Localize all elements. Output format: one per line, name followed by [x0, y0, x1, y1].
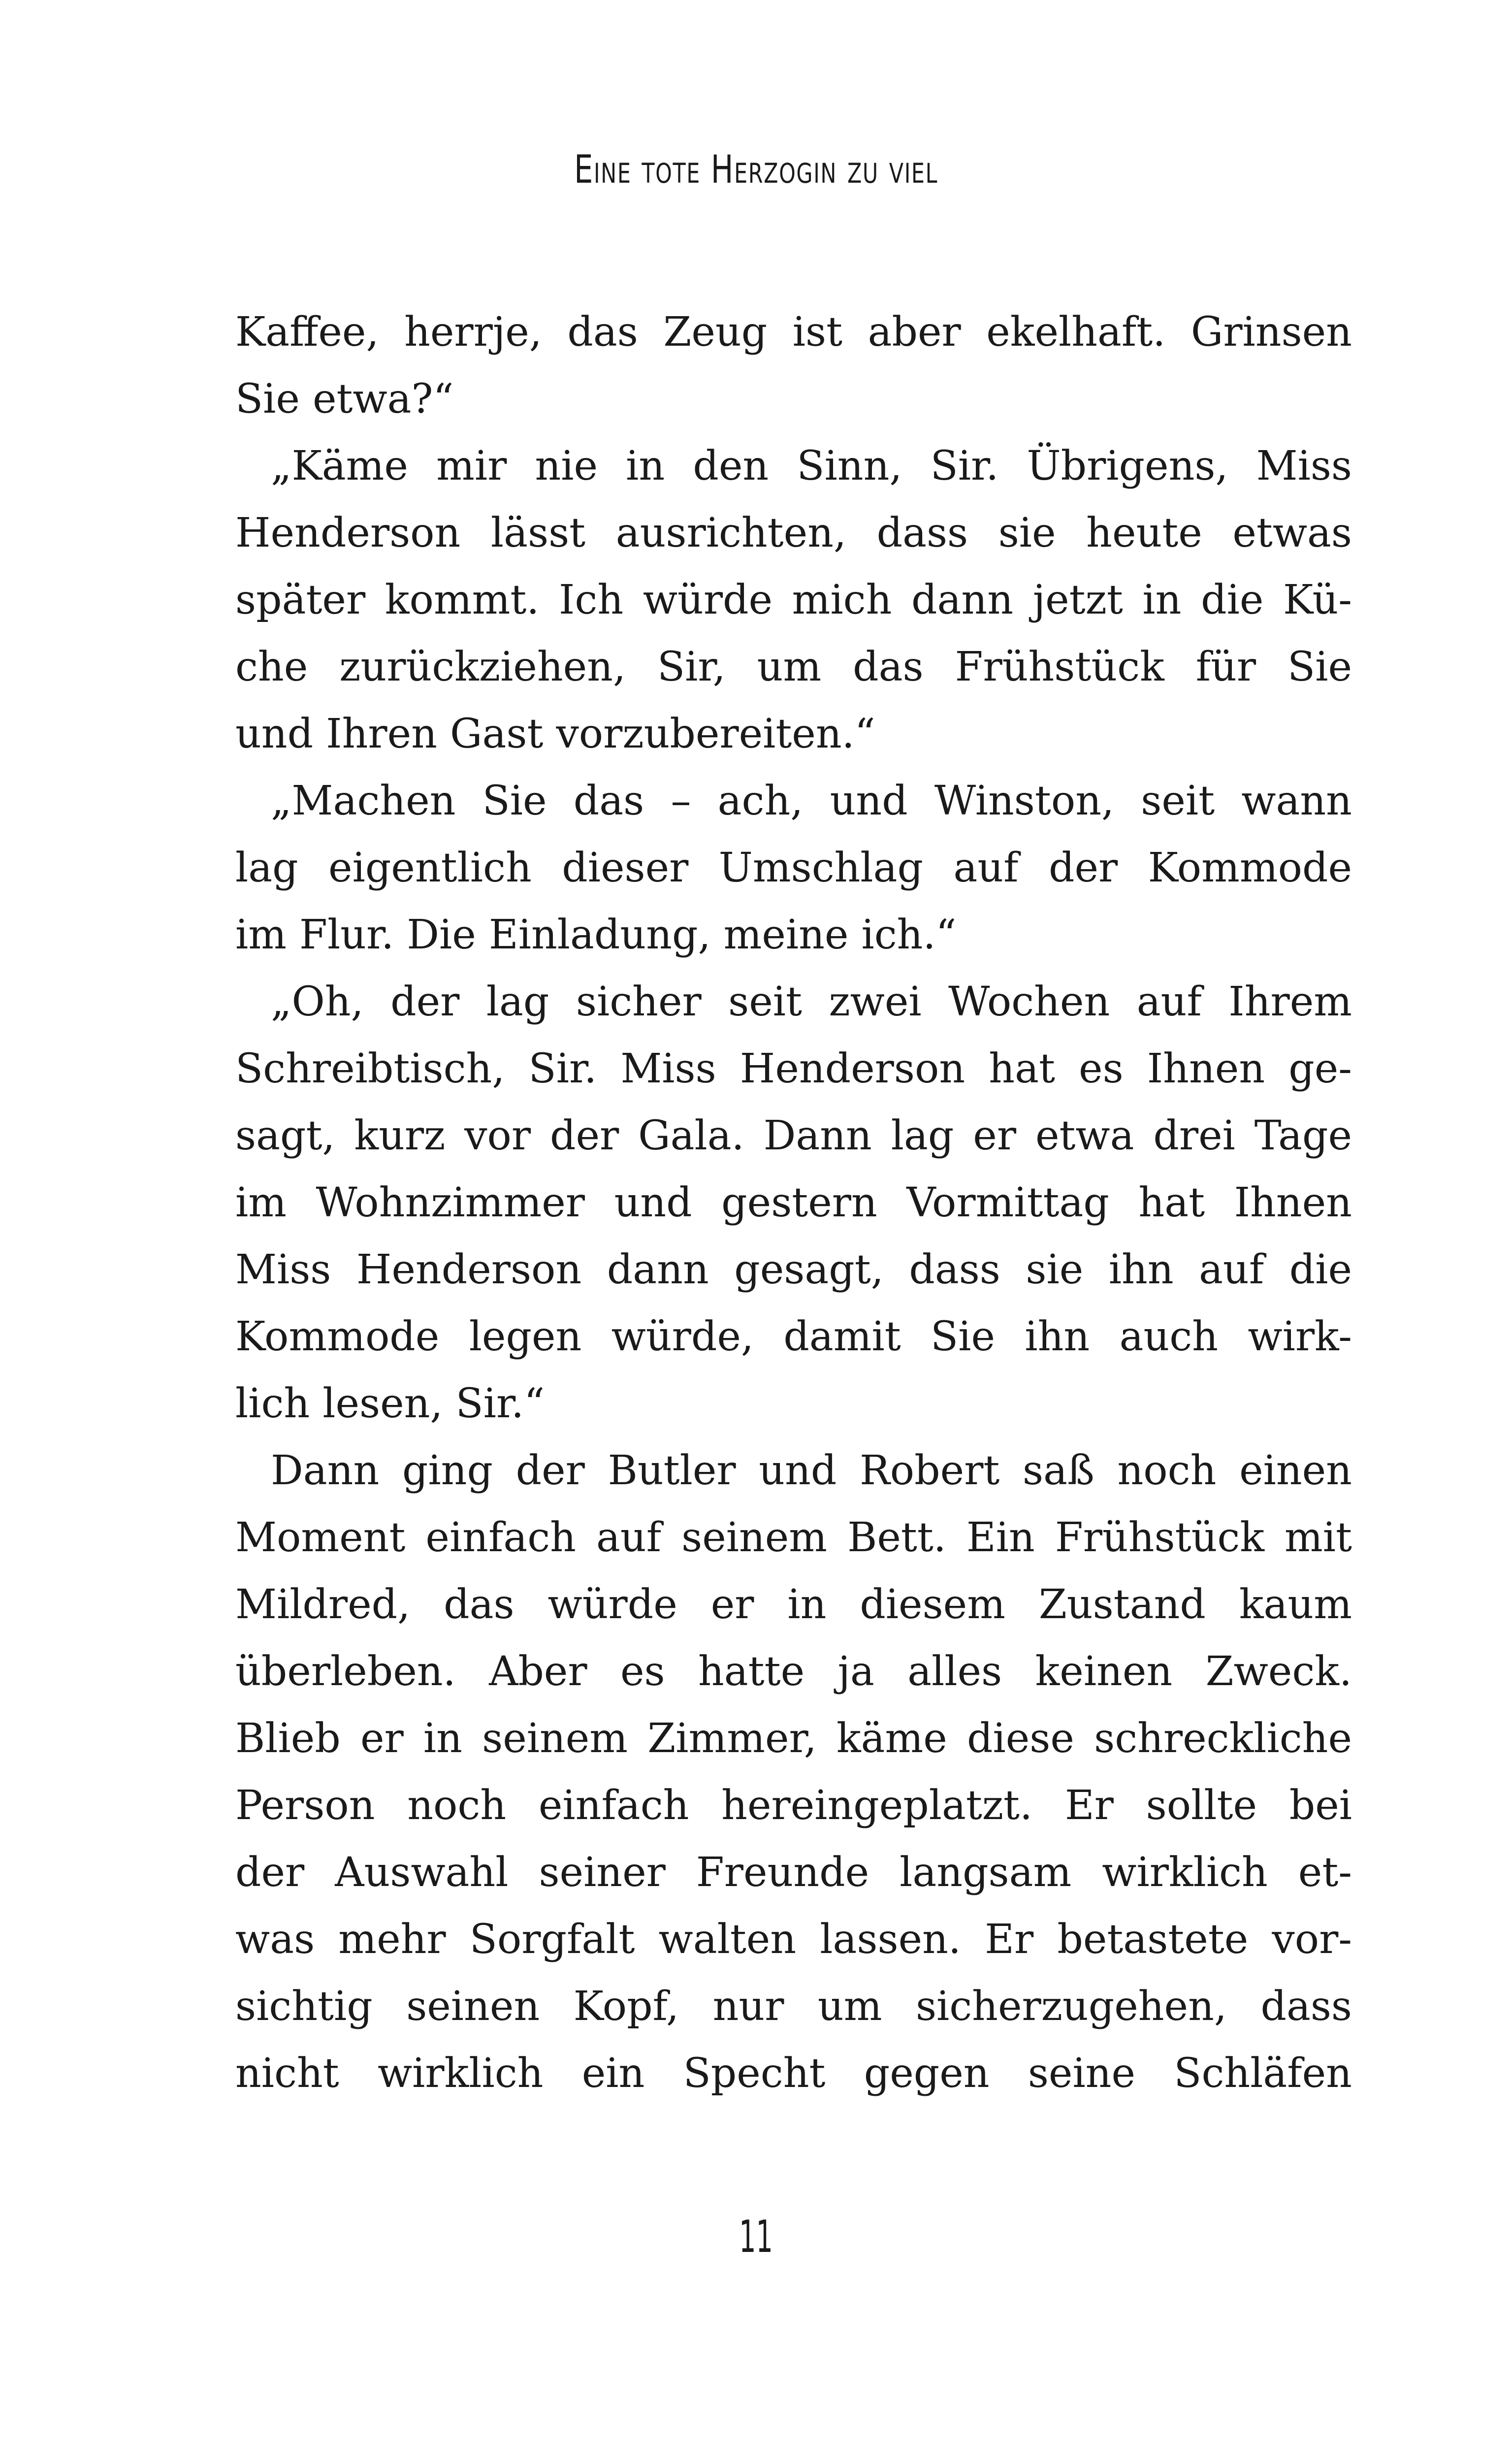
body-text — [235, 299, 1352, 2107]
running-header-title: Eine tote Herzogin zu viel — [574, 148, 938, 192]
text-line: Dann ging der Butler und Robert saß noch einen — [271, 1447, 1352, 1494]
text-line: Schreibtisch, Sir. Miss Henderson hat es Ihnen ge- — [235, 1045, 1352, 1092]
text-line: was mehr Sorgfalt walten lassen. Er betastete vor- — [235, 1916, 1352, 1963]
text-line: lich lesen, Sir.“ — [235, 1380, 545, 1427]
text-line: Kaffee, herrje, das Zeug ist aber ekelhaft. Grinsen — [235, 309, 1352, 356]
text-line: lag eigentlich dieser Umschlag auf der Kommode — [235, 845, 1352, 891]
text-line: sichtig seinen Kopf, nur um sicherzugehen, dass — [235, 1983, 1352, 2030]
text-line: Mildred, das würde er in diesem Zustand kaum — [235, 1581, 1352, 1628]
text-line: Person noch einfach hereingeplatzt. Er sollte bei — [235, 1782, 1352, 1829]
text-line: später kommt. Ich würde mich dann jetzt in die Kü- — [235, 577, 1352, 623]
text-line: che zurückziehen, Sir, um das Frühstück für Sie — [235, 644, 1352, 690]
text-line: Miss Henderson dann gesagt, dass sie ihn auf die — [235, 1246, 1352, 1293]
text-line: nicht wirklich ein Specht gegen seine Schläfen — [235, 2050, 1352, 2097]
text-line: der Auswahl seiner Freunde langsam wirklich et- — [235, 1849, 1352, 1896]
text-line: „Käme mir nie in den Sinn, Sir. Übrigens, Miss — [271, 443, 1352, 489]
page-number: 11 — [739, 2211, 773, 2263]
text-line: Henderson lässt ausrichten, dass sie heute etwas — [235, 510, 1352, 556]
text-line: überleben. Aber es hatte ja alles keinen Zweck. — [235, 1648, 1352, 1695]
text-line: sagt, kurz vor der Gala. Dann lag er etwa drei Tage — [235, 1112, 1352, 1159]
text-line: Blieb er in seinem Zimmer, käme diese schreckliche — [235, 1715, 1352, 1762]
text-line: Moment einfach auf seinem Bett. Ein Frühstück mit — [235, 1514, 1352, 1561]
text-line: im Flur. Die Einladung, meine ich.“ — [235, 912, 957, 958]
text-line: im Wohnzimmer und gestern Vormittag hat Ihnen — [235, 1179, 1352, 1226]
text-line: „Machen Sie das – ach, und Winston, seit wann — [271, 778, 1352, 824]
text-line: und Ihren Gast vorzubereiten.“ — [235, 711, 875, 757]
text-line: „Oh, der lag sicher seit zwei Wochen auf Ihrem — [271, 978, 1352, 1025]
text-line: Sie etwa?“ — [235, 376, 454, 423]
text-line: Kommode legen würde, damit Sie ihn auch wirk- — [235, 1313, 1352, 1360]
